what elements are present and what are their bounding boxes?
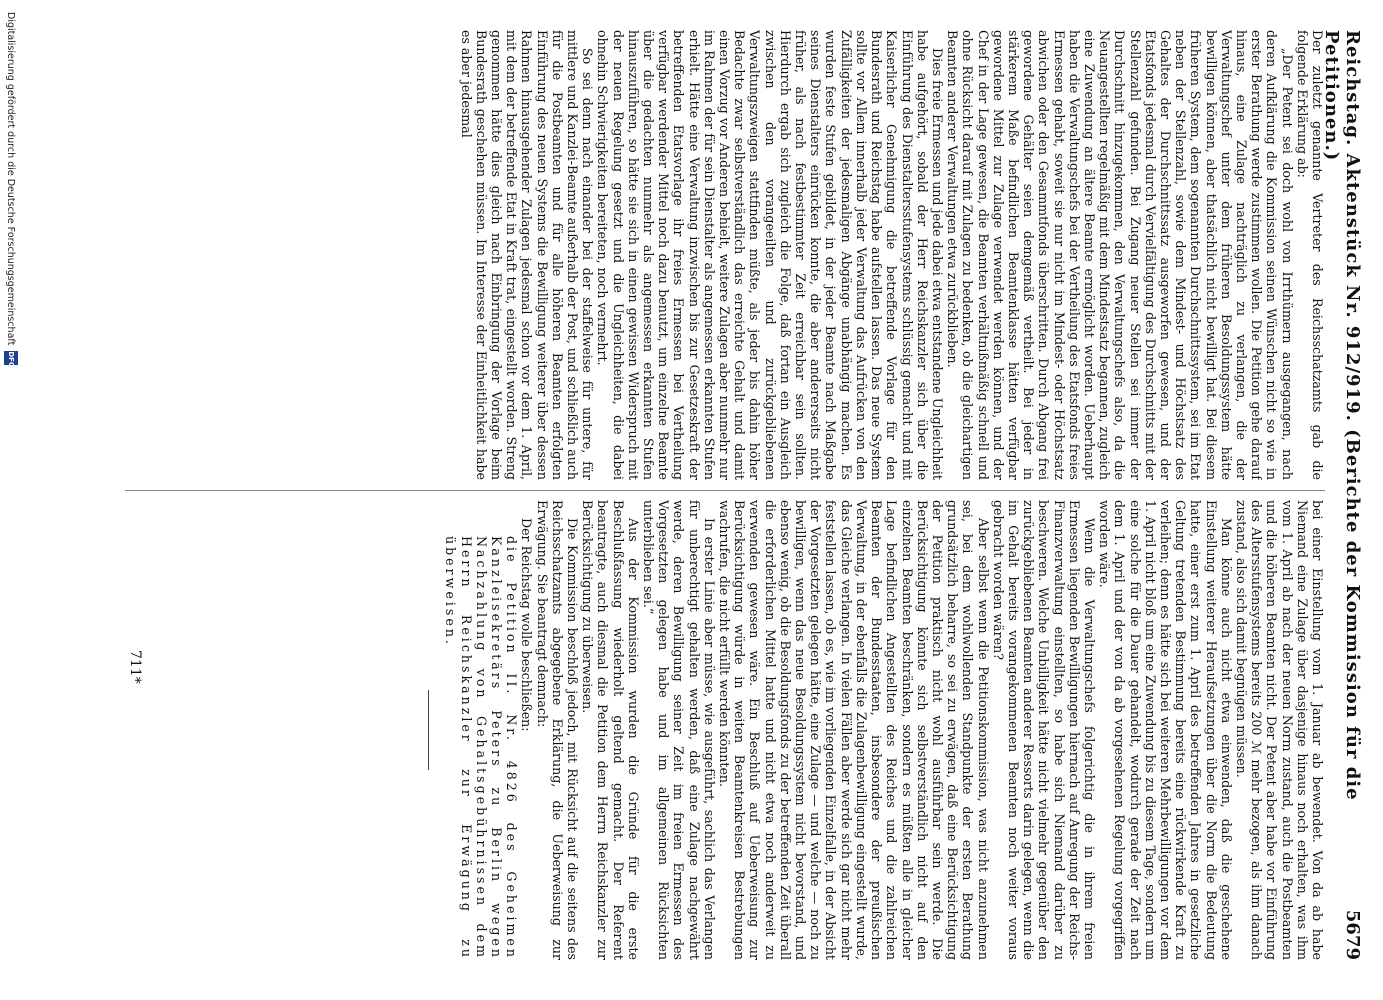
paragraph: Die Kommission beschloß jedoch, mit Rücksicht auf die seitens des Reichsschatzamts abgegebene Erklärung, die Ueberweisung zur Erwägung. Sie beantragt demnach: bbox=[534, 500, 581, 960]
paragraph: bei einer Einstellung vom 1. Januar ab bewendet. Von da ab habe Niemand eine Zulage über dasjenige hinaus noch erhalten, was ihm vom 1. April ab nach der neuen Norm zustand, auch die Postbeamten und die höheren Beamten nicht. Der Petent aber habe vor Einführung des Altersstufensystems bereits 200 ℳ mehr bezogen, als ihm danach zustand, also sich damit begnügen müssen. bbox=[1233, 500, 1325, 960]
paragraph: Dies freie Ermessen und jede dabei etwa entstandene Ungleichheit habe aufgehört, sobald der Herr Reichskanzler sich über die Einführung des Dienstaltersstufensystems schlüssig gemacht und mit Kaiserlicher Genehmigung die betreffende Vorlage für den Bundesrath und Reichstag habe aufstellen lassen. Das neue System sollte vor Allem innerhalb jeder Verwaltung das Aufrücken von den Zufälligkeiten der jedesmaligen Abgänge unabhängig machen. Es wurden feste Stufen gebildet, in der jeder Beamte nach Maßgabe seines Dienstalters einrücken konnte, die aber andererseits nicht früher, als nach festbestimmter Zeit erreichbar sein sollten. Hierdurch ergab sich zugleich die Folge, daß fortan ein Ausgleich zwischen den vorangeeilten und zurückgebliebenen Verwaltungszweigen stattfinden müßte, als jeder bis dahin höher Bedachte zwar selbstverständlich das erreichte Gehalt und damit einen Vorzug vor Anderen behielt, weitere Zulagen aber nunmehr nur im Rahmen der für sein Dienstalter als angemessen erkannten Stufen erhielt. Hätte eine Verwaltung inzwischen bis zur Gesetzeskraft der betreffenden Etatsvorlage ihr freies Ermessen bei Vertheilung verfügbar werdender Mittel noch dazu benutzt, um einzelne Beamte über die gedachten nunmehr als angemessen erkannten Stufen hinauszuführen, so hätte sie sich in einen gewissen Widerspruch mit der neuen Regelung gesetzt und die Ungleichheiten, die dabei ohnehin Schwierigkeiten bereiteten, noch vermehrt. bbox=[595, 30, 945, 480]
left-column bbox=[65, 30, 1325, 480]
resolution-text: die Petition II. Nr. 4826 des Geheimen Kanzleisekretärs Peters zu Berlin wegen Nachzahlung von Gehaltsgebührnissen dem Herrn Reichskanzler zur Erwägung zu überweisen. bbox=[443, 536, 520, 960]
paragraph: Man könne auch nicht etwa einwenden, daß die geschehene Einstellung weiterer Heraufsetzungen über die Norm die Bedeutung hatte, einer erst zum 1. April des betreffenden Jahres in gesetzliche Geltung tretenden Bestimmung bereits eine rückwirkende Kraft zu verleihen; denn es hätte sich bei weiteren Mehrbewilligungen vor dem 1. April nicht bloß um eine Zuwendung bis zu diesem Tage, sondern um eine solche für die Dauer gehandelt, wodurch gerade der Zeit nach dem 1. April und der von da ab vorgesehenen Regelung vorgegriffen worden wäre. bbox=[1097, 500, 1234, 960]
signature-mark: 711* bbox=[127, 650, 143, 684]
digitization-credit bbox=[4, 12, 18, 368]
end-rule bbox=[428, 690, 429, 770]
paragraph: Wenn die Verwaltungschefs folgerichtig die in ihrem freien Ermessen liegenden Bewilligungen hiernach auf Anregung der Reichs-Finanzverwaltung einstellten, so habe sich Niemand darüber zu beschweren. Welche Unbilligkeit hätte nicht vielmehr gegenüber den zurückgebliebenen Beamten anderer Ressorts darin gelegen, wenn die im Gehalt bereits vorangekommenen Beamten noch weiter voraus gebracht worden wären? bbox=[990, 500, 1097, 960]
paragraph: So sei denn nach einander bei der staffelweise für untere, für mittlere und Kanzlei-Beamte außerhalb der Post, und schließlich auch für die Postbeamten und für alle höheren Beamten erfolgten Einführung des neuen Systems die Bewilligung weiterer über dessen Rahmen hinausgehender Zulagen jedesmal schon vor dem 1. April, mit dem der betreffende Etat in Kraft trat, eingestellt worden. Streng genommen hätte dies gleich nach Einbringung der Vorlage beim Bundesrath geschehen müssen. Im Interesse der Einheitlichkeit habe es aber jedesmal bbox=[458, 30, 596, 480]
dfg-logo-icon: DFG bbox=[4, 351, 18, 365]
paragraph: Der zuletzt genannte Vertreter des Reichsschatzamts gab die folgende Erklärung ab: bbox=[1294, 30, 1325, 480]
paragraph: Aus der Kommission wurden die Gründe für die erste Beschlußfassung wiederholt geltend gemacht. Der Referent beantragte, auch diesmal die Petition dem Herrn Reichskanzler zur Berücksichtigung zu überweisen. bbox=[580, 500, 641, 960]
right-column bbox=[65, 500, 1325, 960]
paragraph: Aber selbst wenn die Petitionskommission, was nicht anzunehmen sei, bei dem wohlwollenden Standpunkte der ersten Berathung grundsätzlich beharre, so sei zu erwägen, daß eine Berücksichtigung der Petition praktisch nicht wohl ausführbar sein werde. Die Berücksichtigung könnte sich selbstverständlich nicht auf den einzelnen Beamten beschränken, sondern es müßten alle in gleicher Lage befindlichen Angestellten des Reiches und die zahlreichen Beamten der Bundesstaaten, insbesondere der preußischen Verwaltung, in der ebenfalls die Zulagenbewilligung eingestellt wurde, das Gleiche verlangen. In vielen Fällen aber werde sich gar nicht mehr feststellen lassen, ob es, wie im vorliegenden Einzelfalle, in der Absicht der Vorgesetzten gelegen hätte, eine Zulage — und welche — noch zu bewilligen, wenn das neue Besoldungssystem nicht bevorstand, und ebenso wenig, ob die Besoldungsfonds zu der betreffenden Zeit überall die erforderlichen Mittel hatte und nicht etwa noch anderweit zu verwenden gewesen wäre. Ein Beschluß auf Ueberweisung zur Berücksichtigung würde in weiten Beamtenkreisen Bestrebungen wachrufen, die nicht erfüllt werden könnten. bbox=[717, 500, 991, 960]
paragraph: In erster Linie aber müsse, wie ausgeführt, sachlich das Verlangen für unberechtigt gehalten werden, daß eine Zulage nachgewährt werde, deren Bewilligung seiner Zeit im freien Ermessen des Vorgesetzten gelegen habe und im allgemeinen Rücksichten unterblieben sei.“ bbox=[641, 500, 717, 960]
resolution-intro: Der Reichstag wolle beschließen: bbox=[519, 518, 535, 732]
scanned-page bbox=[103, 0, 1383, 1000]
page-header bbox=[1321, 30, 1363, 960]
page-number: 5679 bbox=[1342, 909, 1363, 960]
running-title: Reichstag. Aktenstück Nr. 912/919. (Berichte der Kommission für die Petitionen.) bbox=[1321, 30, 1363, 801]
column-divider bbox=[125, 490, 1325, 491]
paragraph: „Der Petent sei doch wohl von Irrthümern ausgegangen, nach deren Aufklärung die Kommission seinen Wünschen nicht so wie in erster Berathung werde zustimmen wollen. Die Petition gehe darauf hinaus, eine Zulage nachträglich zu verlangen, die der Verwaltungschef unter dem früheren Besoldungssystem hätte bewilligen können, aber thatsächlich nicht bewilligt hat. Bei diesem früheren System, dem sogenannten Durchschnittssystem, sei im Etat neben der Stellenzahl, sowie dem Mindest- und Höchstsatz des Gehaltes der Durchschnittssatz ausgeworfen gewesen, und der Etatsfonds jedesmal durch Vervielfältigung des Durchschnitts mit der Stellenzahl gefunden. Bei Zugang neuer Stellen sei immer der Durchschnitt hinzugekommen, den Verwaltungschefs also, da die Neuangestellten regelmäßig mit dem Mindestsatz begannen, zugleich eine Zuwendung an ältere Beamte ermöglicht worden. Ueberhaupt haben die Verwaltungschefs bei der Vertheilung des Etatsfonds freies Ermessen gehabt, soweit sie nur nicht im Mindest- oder Höchstsatz abwichen oder den Gesammtfonds überschritten. Durch Abgang frei gewordene Gehälter seien demgemäß vertheilt. Bei jeder in stärkerem Maße befindlichen Beamtenklasse hätten verfügbar gewordene Mittel zur Zulage verwendet werden können, und der Chef in der Lage gewesen, die Beamten verhältnißmäßig schnell und ohne Rücksicht darauf mit Zulagen zu bedenken, ob die gleichartigen Beamten anderer Verwaltungen etwa zurückblieben. bbox=[945, 30, 1295, 480]
credit-text: Digitalisierung gefördert durch die Deutsche Forschungsgemeinschaft bbox=[5, 12, 17, 346]
